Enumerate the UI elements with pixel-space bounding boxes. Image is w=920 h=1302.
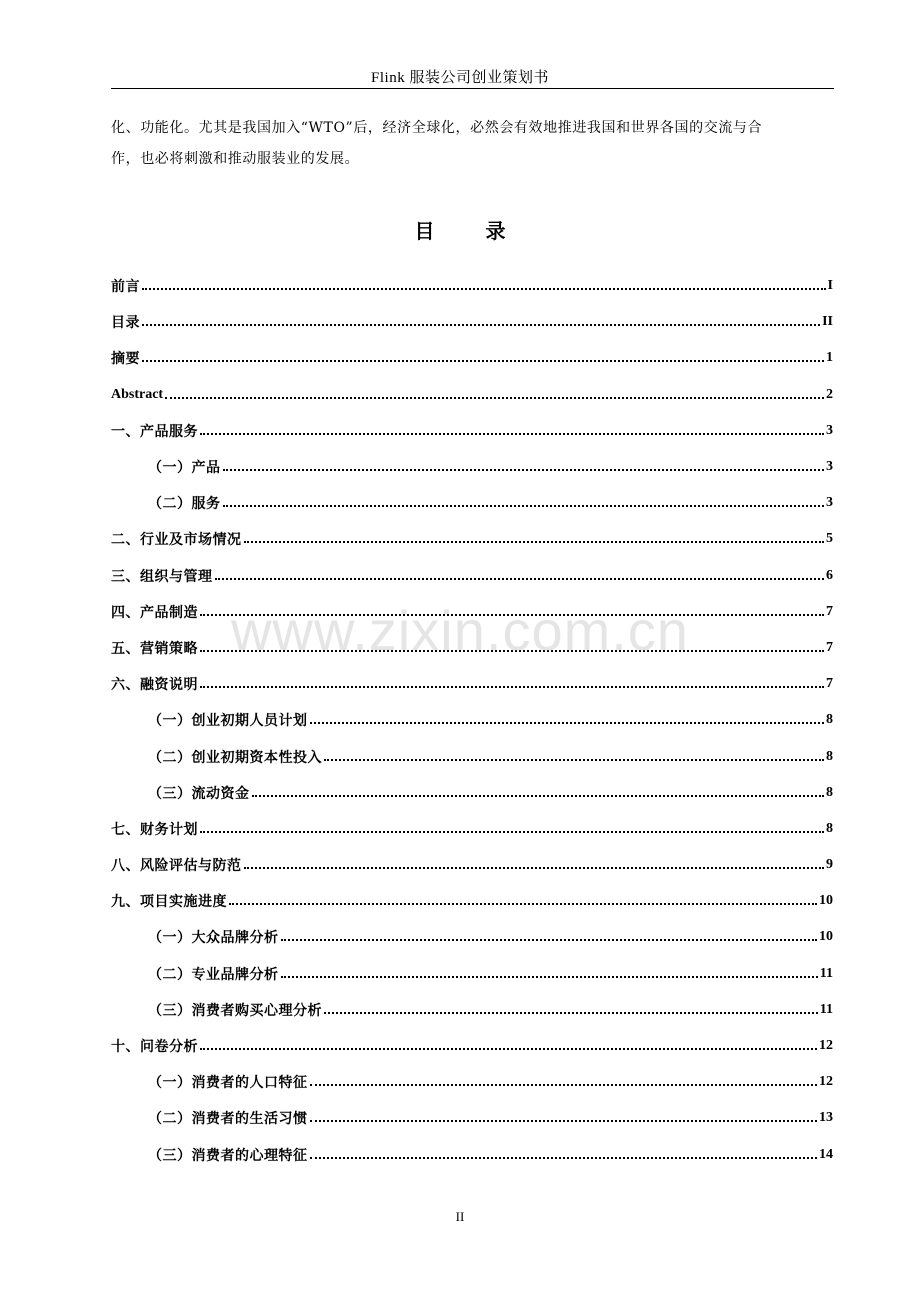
toc-entry-page: I [827, 278, 833, 294]
toc-dot-leader [223, 468, 825, 471]
toc-entry[interactable] [111, 847, 833, 883]
toc-entry[interactable] [111, 1028, 833, 1064]
toc-entry-page: 11 [819, 1001, 833, 1017]
intro-paragraph [111, 113, 834, 175]
toc-entry[interactable] [111, 956, 833, 992]
toc-entry-label: （二）消费者的生活习惯 [148, 1111, 308, 1128]
intro-line: 作，也必将刺激和推动服装业的发展。 [111, 151, 360, 167]
toc-entry[interactable] [111, 702, 833, 738]
toc-entry-label: （一）大众品牌分析 [148, 930, 279, 947]
toc-entry-label: （三）消费者购买心理分析 [148, 1002, 322, 1019]
toc-dot-leader [142, 287, 826, 290]
toc-dot-leader [200, 1047, 817, 1050]
toc-entry-label: 六、融资说明 [111, 677, 198, 694]
toc-entry[interactable] [111, 558, 833, 594]
toc-entry[interactable] [111, 594, 833, 630]
toc-entry-label: （二）创业初期资本性投入 [148, 749, 322, 766]
toc-entry-page: 9 [826, 857, 833, 873]
toc-entry-page: 10 [819, 893, 833, 909]
toc-entry-page: 7 [826, 639, 833, 655]
toc-entry-label: （三）流动资金 [148, 785, 250, 802]
toc-entry-page: 12 [819, 1038, 833, 1054]
toc-entry-page: II [822, 314, 833, 330]
toc-entry-page: 8 [826, 820, 833, 836]
toc-entry-page: 13 [819, 1110, 833, 1126]
toc-entry[interactable] [111, 883, 833, 919]
toc-dot-leader [310, 1156, 818, 1159]
toc-entry-page: 11 [819, 965, 833, 981]
intro-line: 化、功能化。尤其是我国加入“WTO”后，经济全球化，必然会有效地推进我国和世界各国的交流与合 [111, 120, 763, 136]
toc-dot-leader [142, 359, 824, 362]
toc-dot-leader [142, 323, 820, 326]
toc-entry-label: （二）专业品牌分析 [148, 966, 279, 983]
toc-entry[interactable] [111, 992, 833, 1028]
toc-entry-label: （一）消费者的人口特征 [148, 1075, 308, 1092]
toc-entry-label: 九、项目实施进度 [111, 894, 227, 911]
footer-page-number: II [455, 1209, 465, 1224]
toc-entry-label: Abstract [111, 386, 164, 402]
toc-dot-leader [310, 721, 825, 724]
toc-entry-page: 12 [819, 1074, 833, 1090]
toc-entry-label: 十、问卷分析 [111, 1039, 198, 1056]
toc-entry[interactable] [111, 666, 833, 702]
toc-dot-leader [244, 540, 825, 543]
toc-entry-page: 7 [826, 676, 833, 692]
toc-entry[interactable] [111, 449, 833, 485]
toc-dot-leader [244, 866, 825, 869]
toc-entry[interactable] [111, 268, 833, 304]
toc-entry[interactable] [111, 811, 833, 847]
toc-entry[interactable] [111, 304, 833, 340]
toc-entry-page: 1 [826, 350, 833, 366]
toc-dot-leader [200, 830, 824, 833]
toc-entry-page: 10 [819, 929, 833, 945]
toc-entry-label: 目录 [111, 315, 140, 332]
toc-entry-label: （一）创业初期人员计划 [148, 713, 308, 730]
toc-dot-leader [200, 613, 824, 616]
toc-entry-page: 8 [826, 748, 833, 764]
toc-entry-page: 7 [826, 603, 833, 619]
toc-dot-leader [324, 758, 824, 761]
toc-entry[interactable] [111, 377, 833, 413]
toc-entry-label: 四、产品制造 [111, 604, 198, 621]
toc-entry-label: （二）服务 [148, 496, 221, 513]
toc-dot-leader [310, 1119, 818, 1122]
toc-entry-label: 八、风险评估与防范 [111, 858, 242, 875]
toc-entry-page: 8 [826, 784, 833, 800]
watermark: www.zixin.com.cn [231, 599, 689, 662]
toc-entry-label: （三）消费者的心理特征 [148, 1147, 308, 1164]
toc-entry[interactable] [111, 521, 833, 557]
toc-dot-leader [281, 975, 818, 978]
toc-entry-label: 前言 [111, 279, 140, 296]
toc-entry-page: 14 [819, 1146, 833, 1162]
toc-entry-label: （一）产品 [148, 460, 221, 477]
running-header-title: Flink 服装公司创业策划书 [371, 70, 549, 86]
toc-entry[interactable] [111, 340, 833, 376]
toc-entry-label: 五、营销策略 [111, 640, 198, 657]
toc-entry[interactable] [111, 919, 833, 955]
toc-entry-label: 二、行业及市场情况 [111, 532, 242, 549]
toc-dot-leader [200, 685, 824, 688]
toc-entry[interactable] [111, 1100, 833, 1136]
toc-dot-leader [223, 504, 825, 507]
toc-entry[interactable] [111, 630, 833, 666]
toc-entry-page: 3 [826, 422, 833, 438]
toc-entry-label: 一、产品服务 [111, 423, 198, 440]
toc-dot-leader [165, 396, 824, 399]
toc-dot-leader [215, 577, 825, 580]
table-of-contents [111, 268, 833, 1173]
toc-dot-leader [200, 649, 824, 652]
toc-entry-page: 8 [826, 712, 833, 728]
toc-entry[interactable] [111, 738, 833, 774]
toc-dot-leader [200, 432, 824, 435]
toc-entry-page: 2 [826, 386, 833, 402]
toc-dot-leader [252, 794, 825, 797]
toc-entry[interactable] [111, 485, 833, 521]
toc-entry[interactable] [111, 1137, 833, 1173]
toc-entry[interactable] [111, 1064, 833, 1100]
toc-heading: 目 录 [414, 219, 528, 243]
toc-entry-page: 6 [826, 567, 833, 583]
toc-dot-leader [229, 902, 817, 905]
toc-dot-leader [324, 1011, 818, 1014]
toc-entry-page: 3 [826, 459, 833, 475]
toc-entry-page: 3 [826, 495, 833, 511]
toc-entry-label: 七、财务计划 [111, 821, 198, 838]
toc-entry-label: 摘要 [111, 351, 140, 368]
toc-entry-label: 三、组织与管理 [111, 568, 213, 585]
toc-entry-page: 5 [826, 531, 833, 547]
header-divider [111, 88, 834, 89]
toc-dot-leader [310, 1083, 818, 1086]
toc-dot-leader [281, 938, 818, 941]
toc-entry[interactable] [111, 775, 833, 811]
toc-entry[interactable] [111, 413, 833, 449]
